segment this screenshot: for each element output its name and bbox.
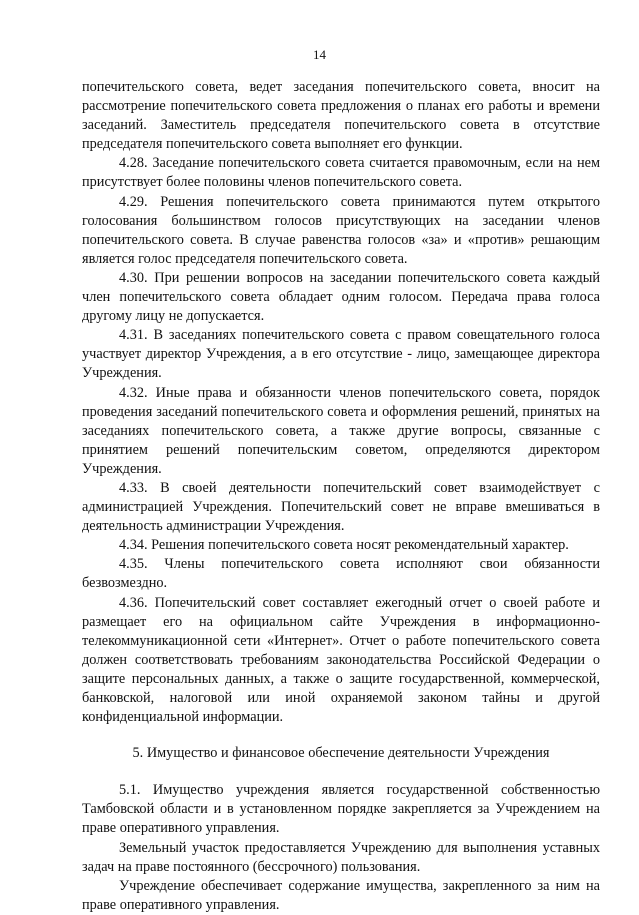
paragraph-4-32: 4.32. Иные права и обязанности членов попечительского совета, порядок проведения заседаний попечительского совета и оформления решений, принятых на заседаниях попечительского совета, а также другие вопросы, связанные с принятием решений попечительским советом, определяются директором Учреждения. — [82, 384, 600, 477]
document-body — [82, 78, 600, 915]
paragraph-4-31: 4.31. В заседаниях попечительского совета с правом совещательного голоса участвует директор Учреждения, а в его отсутствие - лицо, замещающее директора Учреждения. — [82, 327, 600, 382]
paragraph-4-28: 4.28. Заседание попечительского совета считается правомочным, если на нем присутствует более половины членов попечительского совета. — [82, 155, 600, 191]
paragraph-4-34: 4.34. Решения попечительского совета носят рекомендательный характер. — [119, 537, 569, 554]
paragraph-property-maintenance: Учреждение обеспечивает содержание имущества, закрепленного за ним на праве оперативного управления. — [82, 877, 600, 913]
paragraph-4-30: 4.30. При решении вопросов на заседании попечительского совета каждый член попечительского совета обладает одним голосом. Передача права голоса другому лицу не допускается. — [82, 269, 600, 325]
paragraph-4-33: 4.33. В своей деятельности попечительский совет взаимодействует с администрацией Учреждения. Попечительский совет не вправе вмешиваться в деятельность администрации Учреждения. — [82, 479, 600, 535]
paragraph-4-35: 4.35. Члены попечительского совета исполняют свои обязанности безвозмездно. — [82, 556, 600, 592]
page-number: 14 — [313, 47, 326, 62]
paragraph-land-plot: Земельный участок предоставляется Учреждению для выполнения уставных задач на праве постоянного (бессрочного) пользования. — [82, 839, 600, 875]
paragraph-4-29: 4.29. Решения попечительского совета принимаются путем открытого голосования большинством голосов присутствующих на заседании членов попечительского совета. В случае равенства голосов «за» и «против» решающим является голос председателя попечительского совета. — [82, 193, 600, 267]
paragraph-continuation: попечительского совета, ведет заседания попечительского совета, вносит на рассмотрение попечительского совета предложения о планах его работы и времени заседаний. Заместитель председателя попечительского совета в отсутствие председателя попечительского совета выполняет его функции. — [82, 79, 600, 153]
section-heading: 5. Имущество и финансовое обеспечение деятельности Учреждения — [132, 745, 550, 762]
paragraph-5-1: 5.1. Имущество учреждения является государственной собственностью Тамбовской области и в установленном порядке закрепляется за Учреждением на праве оперативного управления. — [82, 782, 600, 837]
paragraph-4-36: 4.36. Попечительский совет составляет ежегодный отчет о своей работе и размещает его на официальном сайте Учреждения в информационно-телекоммуникационной сети «Интернет». Отчет о работе попечительского совета должен соответствовать требованиям законодательства Российской Федерации о защите персональных данных, а также о защите государственной, коммерческой, банковской, налоговой или иной охраняемой законом тайны и другой конфиденциальной информации. — [82, 594, 600, 726]
